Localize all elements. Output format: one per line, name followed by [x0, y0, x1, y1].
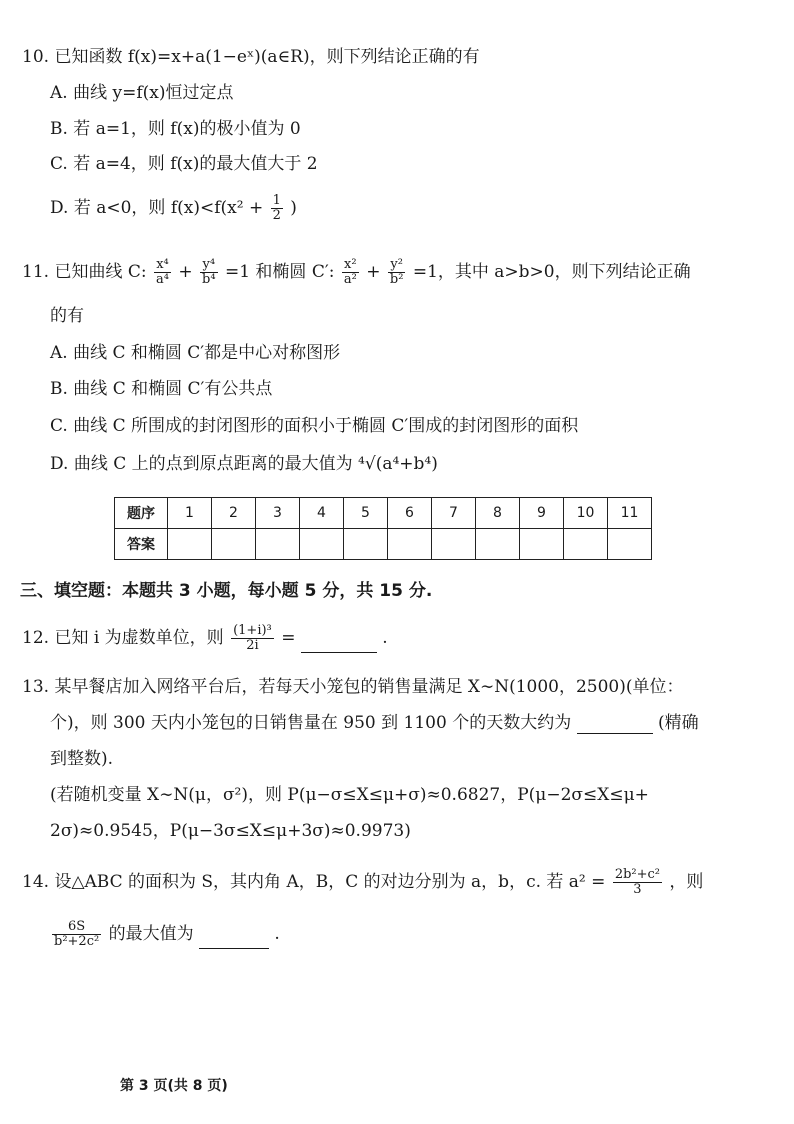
answer-table-number: 11 [608, 498, 652, 529]
q10-d-text: D. 若 a<0，则 f(x)<f(x² + [50, 198, 264, 218]
q10-d-den: 2 [272, 208, 281, 223]
q14-stem [22, 868, 703, 897]
answer-cell[interactable] [300, 529, 344, 560]
q13-line-2-post: (精确 [658, 713, 699, 733]
section-3-heading: 三、填空题：本题共 3 小题，每小题 5 分，共 15 分. [20, 581, 433, 601]
q12-num: (1+i)³ [233, 623, 272, 638]
q11-frac-2 [200, 258, 218, 287]
answer-cell[interactable] [344, 529, 388, 560]
q11-f1-den: a⁴ [155, 272, 169, 287]
q14-line-2-text: 的最大值为 [108, 924, 194, 944]
q12-den: 2i [246, 638, 259, 653]
q11-f3-den: a² [343, 272, 357, 287]
q14-fraction-1 [613, 868, 662, 897]
answer-cell[interactable] [212, 529, 256, 560]
q11-f4-den: b² [389, 272, 404, 287]
answer-table-number: 3 [256, 498, 300, 529]
answer-table-number: 10 [564, 498, 608, 529]
q11-f3-num: x² [342, 258, 359, 273]
q11-option-b: B. 曲线 C 和椭圆 C′有公共点 [50, 379, 273, 399]
q14-num: 2b²+c² [614, 867, 661, 882]
q10-option-b: B. 若 a=1，则 f(x)的极小值为 0 [50, 119, 301, 139]
q11-f2-den: b⁴ [202, 272, 216, 287]
q12-period: . [382, 628, 388, 648]
q11-f4-num: y² [388, 258, 406, 273]
q12-equals: = [281, 628, 296, 648]
q11-frac-1 [154, 258, 171, 287]
q14-f-den: b²+2c² [54, 934, 100, 949]
q14-fraction-2 [52, 920, 101, 949]
q13-line-4: (若随机变量 X∼N(μ，σ²)，则 P(μ−σ≤X≤μ+σ)≈0.6827，P(μ−2σ≤X≤μ+ [50, 785, 649, 805]
answer-cell[interactable] [564, 529, 608, 560]
q11-stem-mid: =1 和椭圆 C′: [224, 262, 335, 282]
q11-stem-pre: 11. 已知曲线 C: [22, 262, 147, 282]
answer-cell[interactable] [432, 529, 476, 560]
q11-frac-3 [342, 258, 359, 287]
answer-table-answer-label: 答案 [115, 529, 168, 560]
q10-d-close: ) [290, 198, 297, 218]
answer-table-header-label: 题序 [115, 498, 168, 529]
q12-stem-pre: 12. 已知 i 为虚数单位，则 [22, 628, 224, 648]
q10-option-a: A. 曲线 y=f(x)恒过定点 [50, 83, 234, 103]
q10-stem: 10. 已知函数 f(x)=x+a(1−eˣ)(a∈R)，则下列结论正确的有 [22, 47, 480, 67]
q14-stem-post: ，则 [669, 872, 704, 892]
answer-cell[interactable] [476, 529, 520, 560]
q14-period: . [274, 924, 280, 944]
q11-frac-4 [388, 258, 406, 287]
q13-line-2-pre: 个)，则 300 天内小笼包的日销售量在 950 到 1100 个的天数大约为 [50, 713, 572, 733]
q11-f2-num: y⁴ [200, 258, 218, 273]
q11-stem-line2: 的有 [50, 306, 84, 326]
answer-table-number: 5 [344, 498, 388, 529]
page-footer: 第 3 页(共 8 页) [120, 1078, 228, 1094]
answer-table-number: 9 [520, 498, 564, 529]
q13-line-3: 到整数). [50, 749, 114, 769]
answer-table [114, 497, 652, 560]
q13-line-1: 13. 某早餐店加入网络平台后，若每天小笼包的销售量满足 X∼N(1000，2500)(单位： [22, 677, 684, 697]
q12-fraction [231, 624, 274, 653]
answer-table-number: 1 [168, 498, 212, 529]
answer-cell[interactable] [520, 529, 564, 560]
q11-plus-1: + [178, 262, 193, 282]
q14-answer-blank[interactable] [199, 930, 269, 949]
answer-cell[interactable] [168, 529, 212, 560]
q10-option-c: C. 若 a=4，则 f(x)的最大值大于 2 [50, 154, 318, 174]
answer-table-header-row [115, 498, 652, 529]
q10-d-fraction [271, 194, 283, 223]
answer-cell[interactable] [256, 529, 300, 560]
q14-stem-pre: 14. 设△ABC 的面积为 S，其内角 A，B，C 的对边分别为 a，b，c. 若 a² = [22, 872, 606, 892]
answer-cell[interactable] [388, 529, 432, 560]
answer-table-answer-row [115, 529, 652, 560]
q12-answer-blank[interactable] [301, 634, 377, 653]
answer-table-number: 7 [432, 498, 476, 529]
q13-line-5: 2σ)≈0.9545，P(μ−3σ≤X≤μ+3σ)≈0.9973) [50, 821, 411, 841]
q12-stem [22, 624, 388, 653]
answer-cell[interactable] [608, 529, 652, 560]
q11-f1-num: x⁴ [154, 258, 171, 273]
q13-line-2 [50, 712, 699, 734]
q11-option-c: C. 曲线 C 所围成的封闭图形的面积小于椭圆 C′围成的封闭图形的面积 [50, 416, 579, 436]
q10-option-d [50, 194, 297, 223]
q11-option-a: A. 曲线 C 和椭圆 C′都是中心对称图形 [50, 343, 341, 363]
q10-d-num: 1 [272, 193, 281, 208]
answer-table-number: 4 [300, 498, 344, 529]
q14-line-2 [50, 920, 280, 949]
q11-plus-2: + [366, 262, 381, 282]
q11-stem [22, 258, 691, 287]
answer-table-number: 2 [212, 498, 256, 529]
q11-option-d: D. 曲线 C 上的点到原点距离的最大值为 ⁴√(a⁴+b⁴) [50, 454, 438, 474]
answer-table-number: 6 [388, 498, 432, 529]
q11-stem-post: =1，其中 a>b>0，则下列结论正确 [412, 262, 691, 282]
q13-answer-blank[interactable] [577, 715, 653, 734]
answer-table-number: 8 [476, 498, 520, 529]
q14-f-num: 6S [52, 920, 101, 935]
q14-den: 3 [633, 882, 642, 897]
